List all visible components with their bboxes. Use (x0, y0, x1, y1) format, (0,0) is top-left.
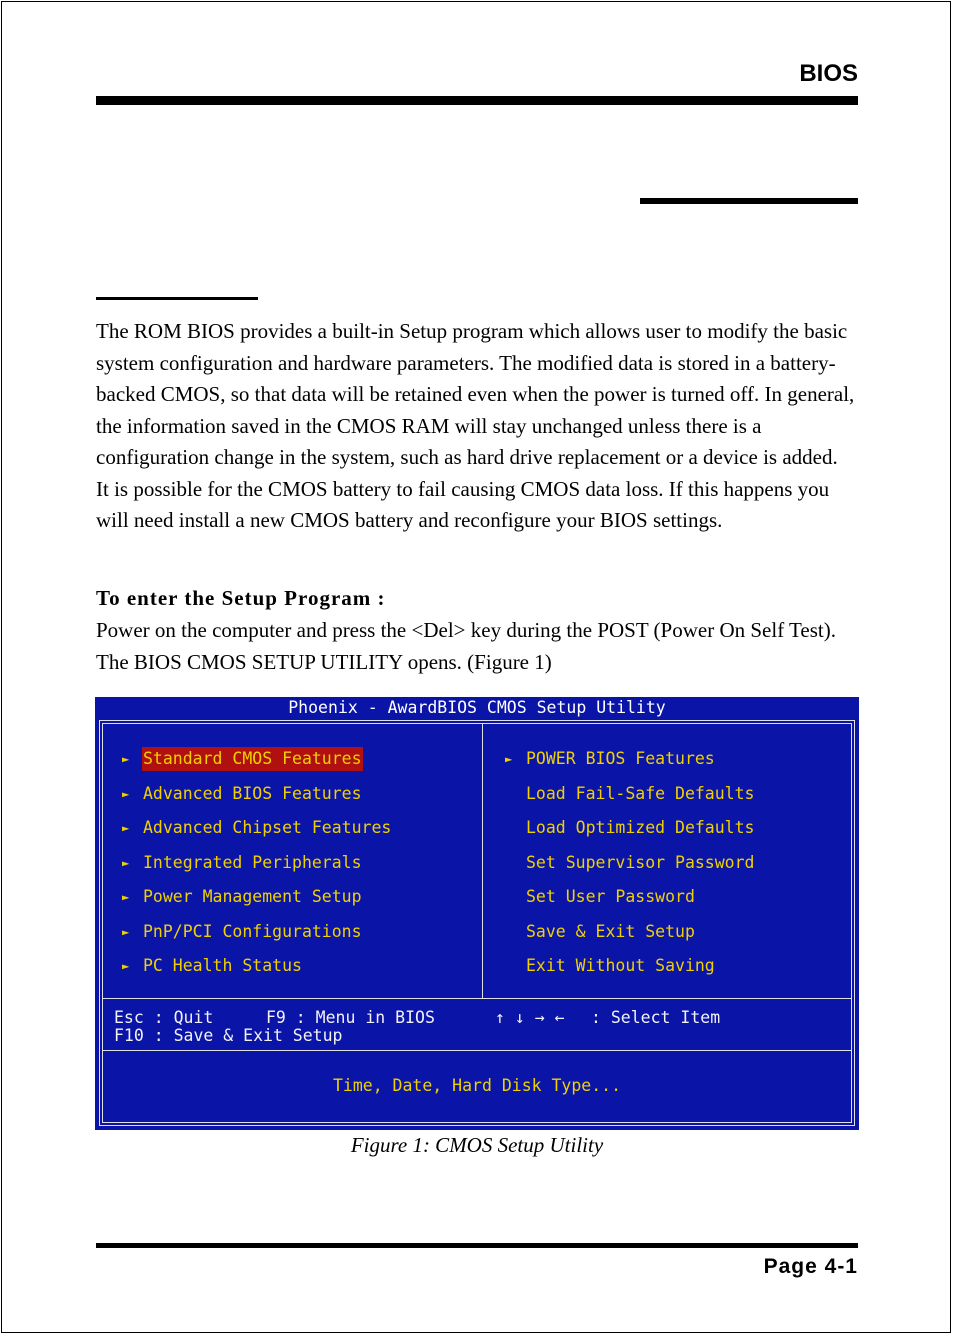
enter-setup-text: Power on the computer and press the <Del> key during the POST (Power On Self Test). The BIOS CMOS SETUP UTILITY opens. (Figure 1) (96, 618, 836, 674)
help-f9-menu: F9 : Menu in BIOS (266, 1008, 435, 1027)
help-f10-save-exit: F10 : Save & Exit Setup (114, 1026, 343, 1045)
menu-item-set-user-password[interactable] (505, 885, 695, 920)
menu-item-exit-without-saving[interactable] (505, 954, 715, 989)
bios-left-menu (122, 747, 392, 989)
menu-item-save-exit-setup[interactable] (505, 920, 695, 955)
bios-status-divider (102, 1050, 852, 1051)
menu-item-label: Advanced BIOS Features (143, 783, 362, 803)
menu-item-pc-health-status[interactable] (122, 954, 302, 989)
submenu-arrow-icon: ► (505, 752, 513, 766)
menu-item-label: Exit Without Saving (526, 956, 715, 975)
footer-rule (96, 1243, 858, 1248)
bios-right-menu (505, 747, 755, 989)
menu-item-power-management-setup[interactable] (122, 885, 362, 920)
section-rule (640, 198, 858, 204)
menu-item-label: Set Supervisor Password (526, 852, 755, 872)
menu-item-label: Set User Password (526, 887, 695, 906)
submenu-arrow-icon: ► (122, 855, 130, 870)
intro-paragraph-1: The ROM BIOS provides a built-in Setup program which allows user to modify the basic system configuration and hardware parameters. The modified data is stored in a battery-backed CMOS, so that data will be retained even when the power is turned off. In general, the information saved in the CMOS RAM will stay unchanged unless there is a configuration change in the system, such as hard drive replacement or a device is added. (96, 319, 855, 469)
intro-paragraph-2: It is possible for the CMOS battery to fail causing CMOS data loss. If this happens you will need install a new CMOS battery and reconfigure your BIOS settings. (96, 476, 830, 532)
menu-item-label: Load Fail-Safe Defaults (526, 783, 755, 803)
menu-item-label: Power Management Setup (143, 887, 362, 906)
bios-status-line: Time, Date, Hard Disk Type... (332, 1076, 622, 1095)
menu-item-advanced-chipset-features[interactable] (122, 816, 392, 851)
menu-item-label: POWER BIOS Features (526, 749, 715, 768)
help-select-item: : Select Item (591, 1008, 721, 1027)
submenu-arrow-icon: ► (122, 890, 130, 904)
menu-item-integrated-peripherals[interactable] (122, 851, 362, 886)
help-esc-quit: Esc : Quit (114, 1008, 214, 1027)
menu-item-load-optimized-defaults[interactable] (505, 816, 755, 851)
navigation-arrows-icon: ↑ ↓ → ← (495, 1008, 565, 1027)
menu-item-load-fail-safe-defaults[interactable] (505, 782, 755, 817)
menu-item-label: Integrated Peripherals (143, 852, 362, 872)
subsection-rule (96, 297, 258, 300)
menu-item-label: Save & Exit Setup (526, 921, 695, 941)
figure-caption: Figure 1: CMOS Setup Utility (350, 1133, 604, 1157)
enter-setup-heading: To enter the Setup Program : (96, 586, 386, 610)
menu-item-pnp-pci-configurations[interactable] (122, 920, 362, 955)
menu-item-label: Standard CMOS Features (142, 747, 363, 771)
intro-text (96, 316, 858, 537)
menu-item-label: Load Optimized Defaults (526, 818, 755, 837)
menu-item-power-bios-features[interactable] (505, 747, 715, 782)
menu-item-label: PC Health Status (143, 956, 302, 975)
header-rule (96, 96, 858, 105)
bios-column-divider (482, 723, 483, 999)
menu-item-standard-cmos-features[interactable] (122, 747, 362, 782)
menu-item-advanced-bios-features[interactable] (122, 782, 362, 817)
bios-title: Phoenix - AwardBIOS CMOS Setup Utility (288, 698, 666, 717)
submenu-arrow-icon: ► (122, 924, 130, 939)
bios-help-divider (102, 998, 852, 999)
menu-item-label: PnP/PCI Configurations (143, 921, 362, 941)
submenu-arrow-icon: ► (122, 821, 130, 835)
bios-screen (95, 697, 859, 1130)
menu-item-set-supervisor-password[interactable] (505, 851, 755, 886)
submenu-arrow-icon: ► (122, 752, 130, 766)
page-number: Page 4-1 (763, 1255, 858, 1278)
submenu-arrow-icon: ► (122, 959, 130, 973)
submenu-arrow-icon: ► (122, 786, 130, 801)
menu-item-label: Advanced Chipset Features (143, 818, 392, 837)
header-title: BIOS (799, 60, 858, 87)
